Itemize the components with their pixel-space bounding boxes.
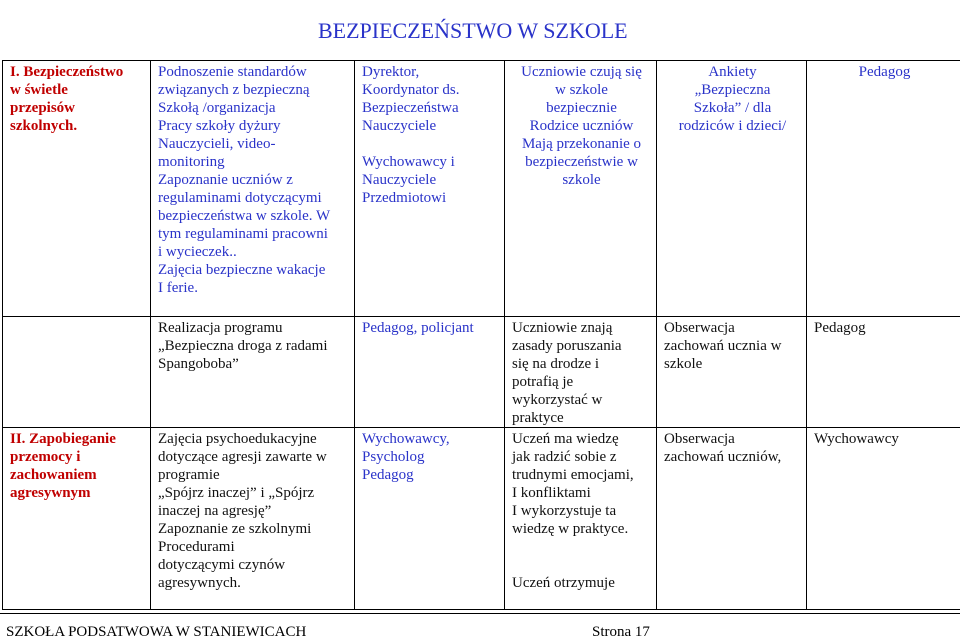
footer-school-name: SZKOŁA PODSATWOWA W STANIEWICACH xyxy=(6,624,306,641)
task-cell xyxy=(151,428,355,610)
task-cell xyxy=(151,61,355,317)
cell-line: Pedagog xyxy=(362,466,499,484)
cell-line: Realizacja programu xyxy=(158,319,349,337)
responsible-cell xyxy=(355,317,505,428)
cell-line: Obserwacja xyxy=(664,319,801,337)
cell-line: Pedagog xyxy=(814,319,955,337)
cell-line: Dyrektor, xyxy=(362,63,499,81)
evaluator-cell xyxy=(807,61,960,317)
cell-line: Bezpieczeństwa xyxy=(362,99,499,117)
cell-line: tym regulaminami pracowni xyxy=(158,225,349,243)
cell-line: Nauczycieli, video- xyxy=(158,135,349,153)
cell-line: Spangoboba” xyxy=(158,355,349,373)
area-cell xyxy=(3,317,151,428)
cell-line: bezpiecznie xyxy=(512,99,651,117)
cell-line: bezpieczeństwa w szkole. W xyxy=(158,207,349,225)
cell-line: Nauczyciele xyxy=(362,171,499,189)
cell-line: agresywnych. xyxy=(158,574,349,592)
cell-line: się na drodze i xyxy=(512,355,651,373)
cell-line: Rodzice uczniów xyxy=(512,117,651,135)
criteria-cell xyxy=(505,61,657,317)
task-cell xyxy=(151,317,355,428)
cell-line xyxy=(512,538,651,556)
area-cell xyxy=(3,428,151,610)
cell-line: Obserwacja xyxy=(664,430,801,448)
cell-line: szkole xyxy=(512,171,651,189)
cell-line: Zajęcia psychoedukacyjne xyxy=(158,430,349,448)
cell-line: w świetle xyxy=(10,81,145,99)
cell-line: Pedagog xyxy=(814,63,955,81)
cell-line: praktyce xyxy=(512,409,651,427)
responsible-cell xyxy=(355,61,505,317)
cell-line: Szkoła” / dla xyxy=(664,99,801,117)
table-row xyxy=(3,317,960,428)
responsible-cell xyxy=(355,428,505,610)
cell-line: I konfliktami xyxy=(512,484,651,502)
evaluator-cell xyxy=(807,428,960,610)
cell-line: Procedurami xyxy=(158,538,349,556)
cell-line: zasady poruszania xyxy=(512,337,651,355)
page-footer xyxy=(0,613,960,641)
cell-line: zachowań ucznia w xyxy=(664,337,801,355)
cell-line: Wychowawcy, xyxy=(362,430,499,448)
safety-plan-table xyxy=(2,60,960,610)
method-cell xyxy=(657,428,807,610)
cell-line: Uczniowie znają xyxy=(512,319,651,337)
criteria-cell xyxy=(505,428,657,610)
cell-line: dotyczącymi czynów xyxy=(158,556,349,574)
cell-line: szkolnych. xyxy=(10,117,145,135)
cell-line: rodziców i dzieci/ xyxy=(664,117,801,135)
table-row xyxy=(3,428,960,610)
cell-line: przemocy i xyxy=(10,448,145,466)
cell-line: monitoring xyxy=(158,153,349,171)
cell-line: dotyczące agresji zawarte w xyxy=(158,448,349,466)
cell-line: II. Zapobieganie xyxy=(10,430,145,448)
cell-line: Przedmiotowi xyxy=(362,189,499,207)
cell-line: wiedzę w praktyce. xyxy=(512,520,651,538)
cell-line: Uczeń ma wiedzę xyxy=(512,430,651,448)
cell-line: agresywnym xyxy=(10,484,145,502)
cell-line: i wycieczek.. xyxy=(158,243,349,261)
table-row xyxy=(3,61,960,317)
cell-line: Uczniowie czują się xyxy=(512,63,651,81)
cell-line: regulaminami dotyczącymi xyxy=(158,189,349,207)
cell-line: I. Bezpieczeństwo xyxy=(10,63,145,81)
cell-line: Koordynator ds. xyxy=(362,81,499,99)
cell-line: trudnymi emocjami, xyxy=(512,466,651,484)
cell-line: I ferie. xyxy=(158,279,349,297)
cell-line: inaczej na agresję” xyxy=(158,502,349,520)
cell-line: zachowań uczniów, xyxy=(664,448,801,466)
method-cell xyxy=(657,317,807,428)
cell-line: Nauczyciele xyxy=(362,117,499,135)
cell-line: potrafią je xyxy=(512,373,651,391)
cell-line: Wychowawcy i xyxy=(362,153,499,171)
cell-line: Psycholog xyxy=(362,448,499,466)
cell-line: szkole xyxy=(664,355,801,373)
cell-line: programie xyxy=(158,466,349,484)
cell-line: Zapoznanie ze szkolnymi xyxy=(158,520,349,538)
footer-page-number: Strona 17 xyxy=(592,624,650,641)
cell-line: Podnoszenie standardów xyxy=(158,63,349,81)
method-cell xyxy=(657,61,807,317)
evaluator-cell xyxy=(807,317,960,428)
cell-line: Mają przekonanie o xyxy=(512,135,651,153)
cell-line: Szkołą /organizacja xyxy=(158,99,349,117)
cell-line: Zajęcia bezpieczne wakacje xyxy=(158,261,349,279)
cell-line: związanych z bezpieczną xyxy=(158,81,349,99)
cell-line: „Bezpieczna droga z radami xyxy=(158,337,349,355)
cell-line: Ankiety xyxy=(664,63,801,81)
cell-line: Uczeń otrzymuje xyxy=(512,574,651,592)
cell-line: wykorzystać w xyxy=(512,391,651,409)
cell-line: Wychowawcy xyxy=(814,430,955,448)
cell-line: Zapoznanie uczniów z xyxy=(158,171,349,189)
cell-line: zachowaniem xyxy=(10,466,145,484)
cell-line: jak radzić sobie z xyxy=(512,448,651,466)
cell-line: „Spójrz inaczej” i „Spójrz xyxy=(158,484,349,502)
cell-line xyxy=(362,135,499,153)
cell-line: bezpieczeństwie w xyxy=(512,153,651,171)
cell-line: Pedagog, policjant xyxy=(362,319,499,337)
area-cell xyxy=(3,61,151,317)
document-title: BEZPIECZEŃSTWO W SZKOLE xyxy=(318,18,628,44)
cell-line: w szkole xyxy=(512,81,651,99)
criteria-cell xyxy=(505,317,657,428)
cell-line xyxy=(512,556,651,574)
cell-line: „Bezpieczna xyxy=(664,81,801,99)
cell-line: I wykorzystuje ta xyxy=(512,502,651,520)
cell-line: przepisów xyxy=(10,99,145,117)
cell-line: Pracy szkoły dyżury xyxy=(158,117,349,135)
